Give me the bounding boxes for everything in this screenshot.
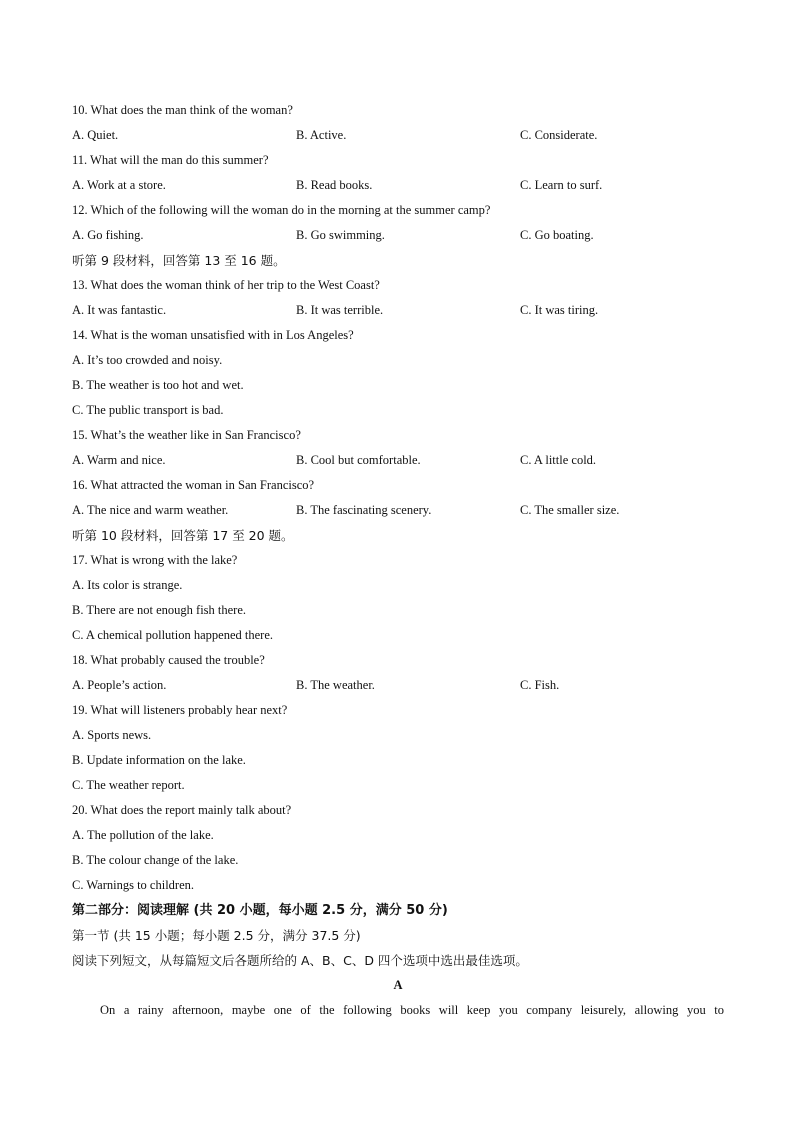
question-stem: 12. Which of the following will the woman do in the morning at the summer camp? bbox=[72, 203, 491, 217]
passage-text: On a rainy afternoon, maybe one of the following books will keep you company leisurely, allowing you to bbox=[100, 1003, 724, 1017]
question-stem: 11. What will the man do this summer? bbox=[72, 153, 269, 167]
passage-title: A bbox=[393, 978, 403, 992]
option-b: B. Active. bbox=[296, 128, 347, 142]
option-b: B. The fascinating scenery. bbox=[296, 503, 432, 517]
part-heading: 第二部分：阅读理解 (共 20 小题，每小题 2.5 分，满分 50 分) bbox=[72, 903, 448, 918]
option-c: C. Learn to surf. bbox=[520, 178, 603, 192]
question-options bbox=[72, 448, 724, 473]
reading-instruction: 阅读下列短文，从每篇短文后各题所给的 A、B、C、D 四个选项中选出最佳选项。 bbox=[72, 953, 528, 968]
section-instruction: 听第 10 段材料，回答第 17 至 20 题。 bbox=[72, 528, 294, 543]
option-b: B. Go swimming. bbox=[296, 228, 385, 242]
option-a: A. Sports news. bbox=[72, 728, 152, 742]
question-stem: 16. What attracted the woman in San Francisco? bbox=[72, 478, 315, 492]
option-a: A. Work at a store. bbox=[72, 178, 166, 192]
option-a: A. The pollution of the lake. bbox=[72, 828, 214, 842]
question-stem: 20. What does the report mainly talk about? bbox=[72, 803, 292, 817]
section-heading: 第一节 (共 15 小题；每小题 2.5 分，满分 37.5 分) bbox=[72, 928, 361, 943]
option-c: C. The weather report. bbox=[72, 778, 185, 792]
option-a: A. It was fantastic. bbox=[72, 303, 167, 317]
option-c: C. It was tiring. bbox=[520, 303, 599, 317]
question-stem: 14. What is the woman unsatisfied with in Los Angeles? bbox=[72, 328, 354, 342]
option-c: C. The smaller size. bbox=[520, 503, 620, 517]
question-options bbox=[72, 298, 724, 323]
question-options bbox=[72, 498, 724, 523]
option-c: C. Considerate. bbox=[520, 128, 598, 142]
option-c: C. Go boating. bbox=[520, 228, 594, 242]
question-stem: 15. What’s the weather like in San Francisco? bbox=[72, 428, 301, 442]
option-a: A. People’s action. bbox=[72, 678, 167, 692]
option-a: A. Quiet. bbox=[72, 128, 119, 142]
option-b: B. The weather is too hot and wet. bbox=[72, 378, 244, 392]
exam-page bbox=[72, 98, 724, 1023]
option-c: C. A chemical pollution happened there. bbox=[72, 628, 273, 642]
question-options bbox=[72, 673, 724, 698]
option-a: A. It’s too crowded and noisy. bbox=[72, 353, 223, 367]
question-stem: 10. What does the man think of the woman? bbox=[72, 103, 293, 117]
option-b: B. Read books. bbox=[296, 178, 373, 192]
option-a: A. Its color is strange. bbox=[72, 578, 183, 592]
question-stem: 17. What is wrong with the lake? bbox=[72, 553, 238, 567]
option-c: C. The public transport is bad. bbox=[72, 403, 224, 417]
option-b: B. Cool but comfortable. bbox=[296, 453, 421, 467]
question-options bbox=[72, 223, 724, 248]
option-a: A. The nice and warm weather. bbox=[72, 503, 229, 517]
option-c: C. Fish. bbox=[520, 678, 560, 692]
option-c: C. A little cold. bbox=[520, 453, 597, 467]
question-stem: 18. What probably caused the trouble? bbox=[72, 653, 265, 667]
option-a: A. Warm and nice. bbox=[72, 453, 166, 467]
option-a: A. Go fishing. bbox=[72, 228, 144, 242]
option-b: B. Update information on the lake. bbox=[72, 753, 246, 767]
question-stem: 19. What will listeners probably hear next? bbox=[72, 703, 288, 717]
option-b: B. The weather. bbox=[296, 678, 375, 692]
option-b: B. It was terrible. bbox=[296, 303, 384, 317]
option-b: B. The colour change of the lake. bbox=[72, 853, 239, 867]
question-options bbox=[72, 173, 724, 198]
option-b: B. There are not enough fish there. bbox=[72, 603, 247, 617]
option-c: C. Warnings to children. bbox=[72, 878, 195, 892]
section-instruction: 听第 9 段材料，回答第 13 至 16 题。 bbox=[72, 253, 286, 268]
question-stem: 13. What does the woman think of her trip to the West Coast? bbox=[72, 278, 380, 292]
question-options bbox=[72, 123, 724, 148]
